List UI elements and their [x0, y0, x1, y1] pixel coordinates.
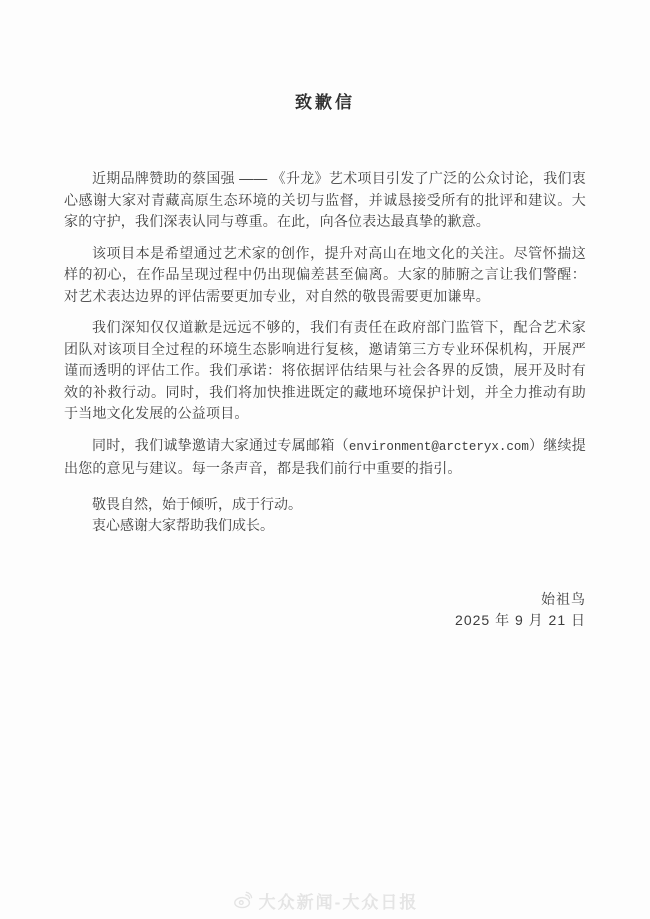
letter-paragraph-3: 我们深知仅仅道歉是远远不够的，我们有责任在政府部门监管下，配合艺术家团队对该项目全过程的环境生态影响进行复核，邀请第三方专业环保机构，开展严谨而透明的评估工作。我们承诺：将依据评估结果与社会各界的反馈，展开及时有效的补救行动。同时，我们将加快推进既定的藏地环境保护计划，并全力推动有助于当地文化发展的公益项目。: [64, 319, 586, 421]
paragraph-4-text-after: ）继续提出您的意见与建议。每一条声音，都是我们前行中重要的指引。: [64, 436, 586, 476]
signature-name: 始祖鸟: [541, 590, 586, 607]
letter-title: 致歉信: [295, 93, 355, 112]
letter-paragraph-1: 近期品牌赞助的蔡国强 —— 《升龙》艺术项目引发了广泛的公众讨论，我们衷心感谢大家对青藏高原生态环境的关切与监督，并诚恳接受所有的批评和建议。大家的守护，我们深表认同与尊重。在此，向各位表达最真挚的歉意。: [64, 170, 586, 229]
letter-paragraph-2: 该项目本是希望通过艺术家的创作，提升对高山在地文化的关注。尽管怀揣这样的初心，在作品呈现过程中仍出现偏差甚至偏离。大家的肺腑之言让我们警醒：对艺术表达边界的评估需要更加专业，对自然的敬畏需要更加谦卑。: [64, 244, 586, 304]
letter-paragraph-4: [64, 435, 586, 480]
closing-lines: [64, 494, 586, 537]
watermark-text: 大众新闻-大众日报: [258, 893, 419, 912]
closing-line-1: 敬畏自然，始于倾听，成于行动。: [92, 495, 302, 512]
contact-email: environment@arcteryx.com: [348, 439, 529, 454]
signature-block: [64, 589, 586, 632]
closing-line-2: 衷心感谢大家帮助我们成长。: [92, 517, 274, 533]
paragraph-4-text-before: 同时，我们诚挚邀请大家通过专属邮箱（: [92, 436, 349, 453]
watermark: [0, 888, 650, 913]
signature-date: 2025 年 9 月 21 日: [455, 612, 586, 628]
weibo-icon: [232, 890, 253, 911]
